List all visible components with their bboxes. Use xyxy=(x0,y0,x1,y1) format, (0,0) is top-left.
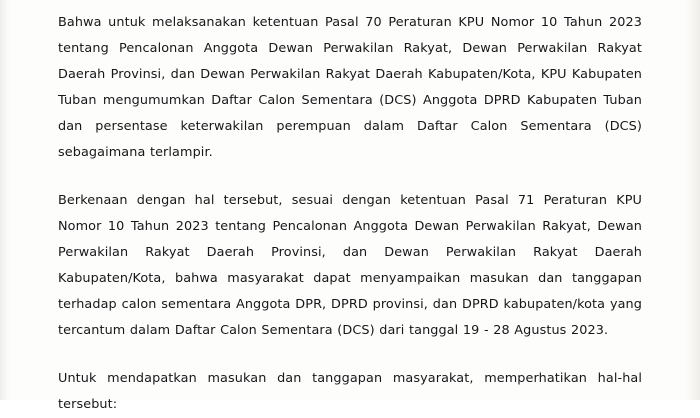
paragraph-2: Berkenaan dengan hal tersebut, sesuai dengan ketentuan Pasal 71 Peraturan KPU Nomor 10 Tahun 2023 tentang Pencalonan Anggota Dewan Perwakilan Rakyat, Dewan Perwakilan Rakyat Daerah Provinsi, dan Dewan Perwakilan Rakyat Daerah Kabupaten/Kota, bahwa masyarakat dapat menyampaikan masukan dan tanggapan terhadap calon sementara Anggota DPR, DPRD provinsi, dan DPRD kabupaten/kota yang tercantum dalam Daftar Calon Sementara (DCS) dari tanggal 19 - 28 Agustus 2023. xyxy=(58,193,642,338)
document-body xyxy=(58,10,642,418)
paragraph-3: Untuk mendapatkan masukan dan tanggapan masyarakat, memperhatikan hal-hal tersebut: xyxy=(58,371,642,412)
paragraph-1: Bahwa untuk melaksanakan ketentuan Pasal 70 Peraturan KPU Nomor 10 Tahun 2023 tentang Pencalonan Anggota Dewan Perwakilan Rakyat, Dewan Perwakilan Rakyat Daerah Provinsi, dan Dewan Perwakilan Rakyat Daerah Kabupaten/Kota, KPU Kabupaten Tuban mengumumkan Daftar Calon Sementara (DCS) Anggota DPRD Kabupaten Tuban dan persentase keterwakilan perempuan dalam Daftar Calon Sementara (DCS) sebagaimana terlampir. xyxy=(58,15,642,160)
